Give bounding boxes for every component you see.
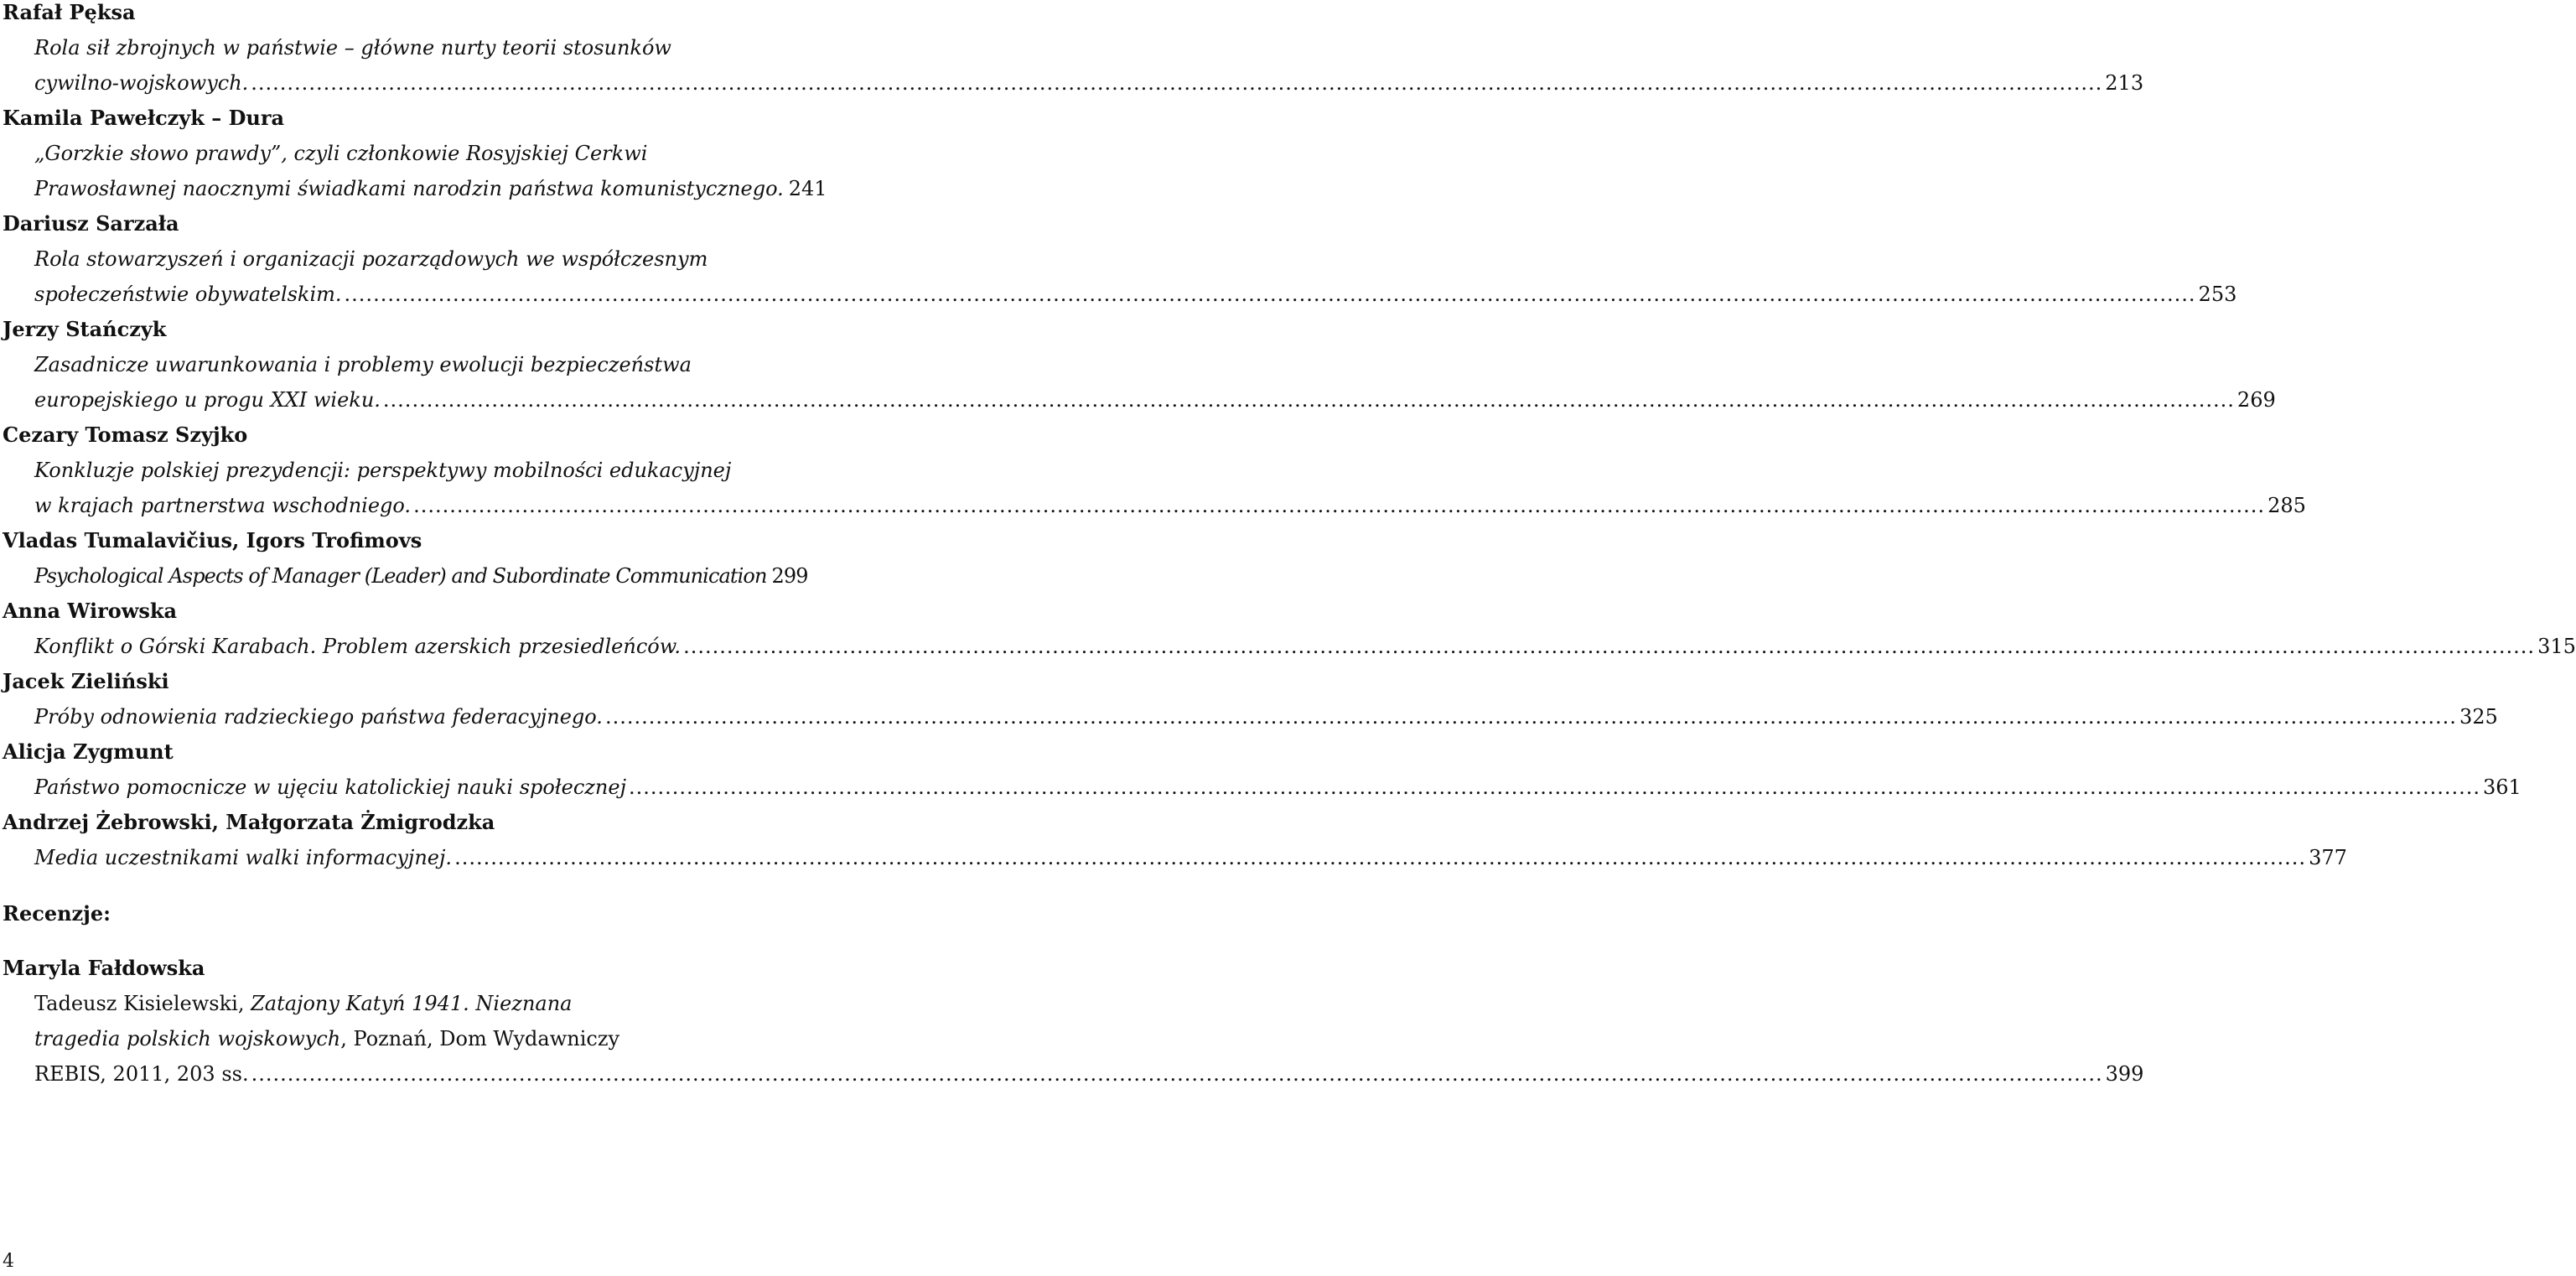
- toc-entry-page: 253: [2198, 283, 2237, 306]
- toc-entry-page: 213: [2105, 71, 2144, 95]
- toc-entry-author: Anna Wirowska: [3, 599, 178, 623]
- toc-entry-last-line[interactable]: [34, 171, 827, 206]
- toc-entry-last-line[interactable]: [34, 840, 2347, 875]
- toc-entry-author: Jerzy Stańczyk: [3, 317, 167, 341]
- dot-leader: [251, 1056, 2103, 1092]
- review-book-title-part: Zatajony Katyń 1941. Nieznana: [251, 992, 573, 1015]
- toc-entry-last-line[interactable]: [34, 277, 2237, 312]
- toc-entry-page: 299: [771, 564, 808, 588]
- dot-leader: [605, 699, 2457, 734]
- toc-entry-author: Rafał Pęksa: [3, 0, 136, 24]
- toc-entry-last-line[interactable]: [34, 382, 2276, 418]
- dot-leader: [413, 488, 2265, 523]
- toc-entry-title: Rola stowarzyszeń i organizacji pozarządowych we współczesnym: [34, 247, 708, 271]
- toc-entry-title-end: społeczeństwie obywatelskim.: [34, 283, 342, 306]
- toc-entry-last-line[interactable]: [34, 770, 2522, 805]
- review-publisher: , Poznań, Dom Wydawniczy: [340, 1027, 620, 1050]
- page-number: 4: [3, 1251, 14, 1272]
- toc-entry-last-line[interactable]: [34, 558, 808, 594]
- toc-entry-title: Rola sił zbrojnych w państwie – główne nurty teorii stosunków: [34, 36, 671, 60]
- toc-entry-last-line[interactable]: [34, 488, 2306, 523]
- dot-leader: [629, 770, 2480, 805]
- toc-entry-page: 241: [788, 177, 827, 200]
- toc-entry-last-line[interactable]: [34, 1056, 2144, 1092]
- toc-entry-title: Zasadnicze uwarunkowania i problemy ewolucji bezpieczeństwa: [34, 353, 692, 376]
- toc-entry-author: Andrzej Żebrowski, Małgorzata Żmigrodzka: [3, 810, 495, 834]
- toc-entry-last-line[interactable]: [34, 629, 2576, 664]
- toc-entry-author: Cezary Tomasz Szyjko: [3, 423, 248, 447]
- toc-entry-last-line[interactable]: [34, 65, 2144, 101]
- toc-entry-page: 269: [2237, 388, 2276, 412]
- toc-entry-last-line[interactable]: [34, 699, 2498, 734]
- toc-entry-page: 315: [2537, 635, 2576, 658]
- toc-entry-author: Kamila Pawełczyk – Dura: [3, 106, 285, 130]
- toc-entry-title-end: w krajach partnerstwa wschodniego.: [34, 494, 412, 517]
- toc-entry-page: 399: [2105, 1062, 2144, 1086]
- toc-entry-title-end: cywilno-wojskowych.: [34, 71, 249, 95]
- review-book-title-part: tragedia polskich wojskowych: [34, 1027, 341, 1050]
- review-book-author: Tadeusz Kisielewski,: [34, 992, 251, 1015]
- toc-entry-title: „Gorzkie słowo prawdy”, czyli członkowie Rosyjskiej Cerkwi: [34, 142, 648, 165]
- review-publication-info: REBIS, 2011, 203 ss.: [34, 1062, 249, 1086]
- review-title-line: [34, 986, 803, 1021]
- review-title-line: [34, 1021, 803, 1056]
- toc-entry-title-end: europejskiego u progu XXI wieku.: [34, 388, 381, 412]
- toc-entry-page: 377: [2309, 846, 2347, 869]
- toc-entry-title: Konkluzje polskiej prezydencji: perspektywy mobilności edukacyjnej: [34, 459, 732, 482]
- dot-leader: [454, 840, 2306, 875]
- toc-entry-title-end: Media uczestnikami walki informacyjnej.: [34, 846, 453, 869]
- section-heading-reviews: Recenzje:: [3, 901, 111, 926]
- toc-entry-title-end: Próby odnowienia radzieckiego państwa federacyjnego.: [34, 705, 603, 729]
- toc-entry-title-end: Państwo pomocnicze w ujęciu katolickiej nauki społecznej: [34, 775, 627, 799]
- toc-entry-author: Dariusz Sarzała: [3, 211, 179, 236]
- toc-entry-title-end: Konflikt o Górski Karabach. Problem azerskich przesiedleńców.: [34, 635, 682, 658]
- toc-entry-author: Maryla Fałdowska: [3, 956, 205, 980]
- toc-entry-author: Jacek Zieliński: [3, 669, 169, 693]
- toc-entry-title-end: Prawosławnej naocznymi świadkami narodzin państwa komunistycznego.: [34, 177, 784, 200]
- dot-leader: [683, 629, 2535, 664]
- toc-entry-page: 285: [2268, 494, 2306, 517]
- toc-entry-title-end: Psychological Aspects of Manager (Leader) and Subordinate Communication: [34, 564, 767, 588]
- dot-leader: [251, 65, 2102, 101]
- dot-leader: [383, 382, 2235, 418]
- toc-entry-author: Alicja Zygmunt: [3, 739, 174, 764]
- toc-entry-page: 361: [2483, 775, 2522, 799]
- toc-entry-author: Vladas Tumalavičius, Igors Trofimovs: [3, 528, 422, 552]
- dot-leader: [345, 277, 2196, 312]
- toc-entry-page: 325: [2459, 705, 2498, 729]
